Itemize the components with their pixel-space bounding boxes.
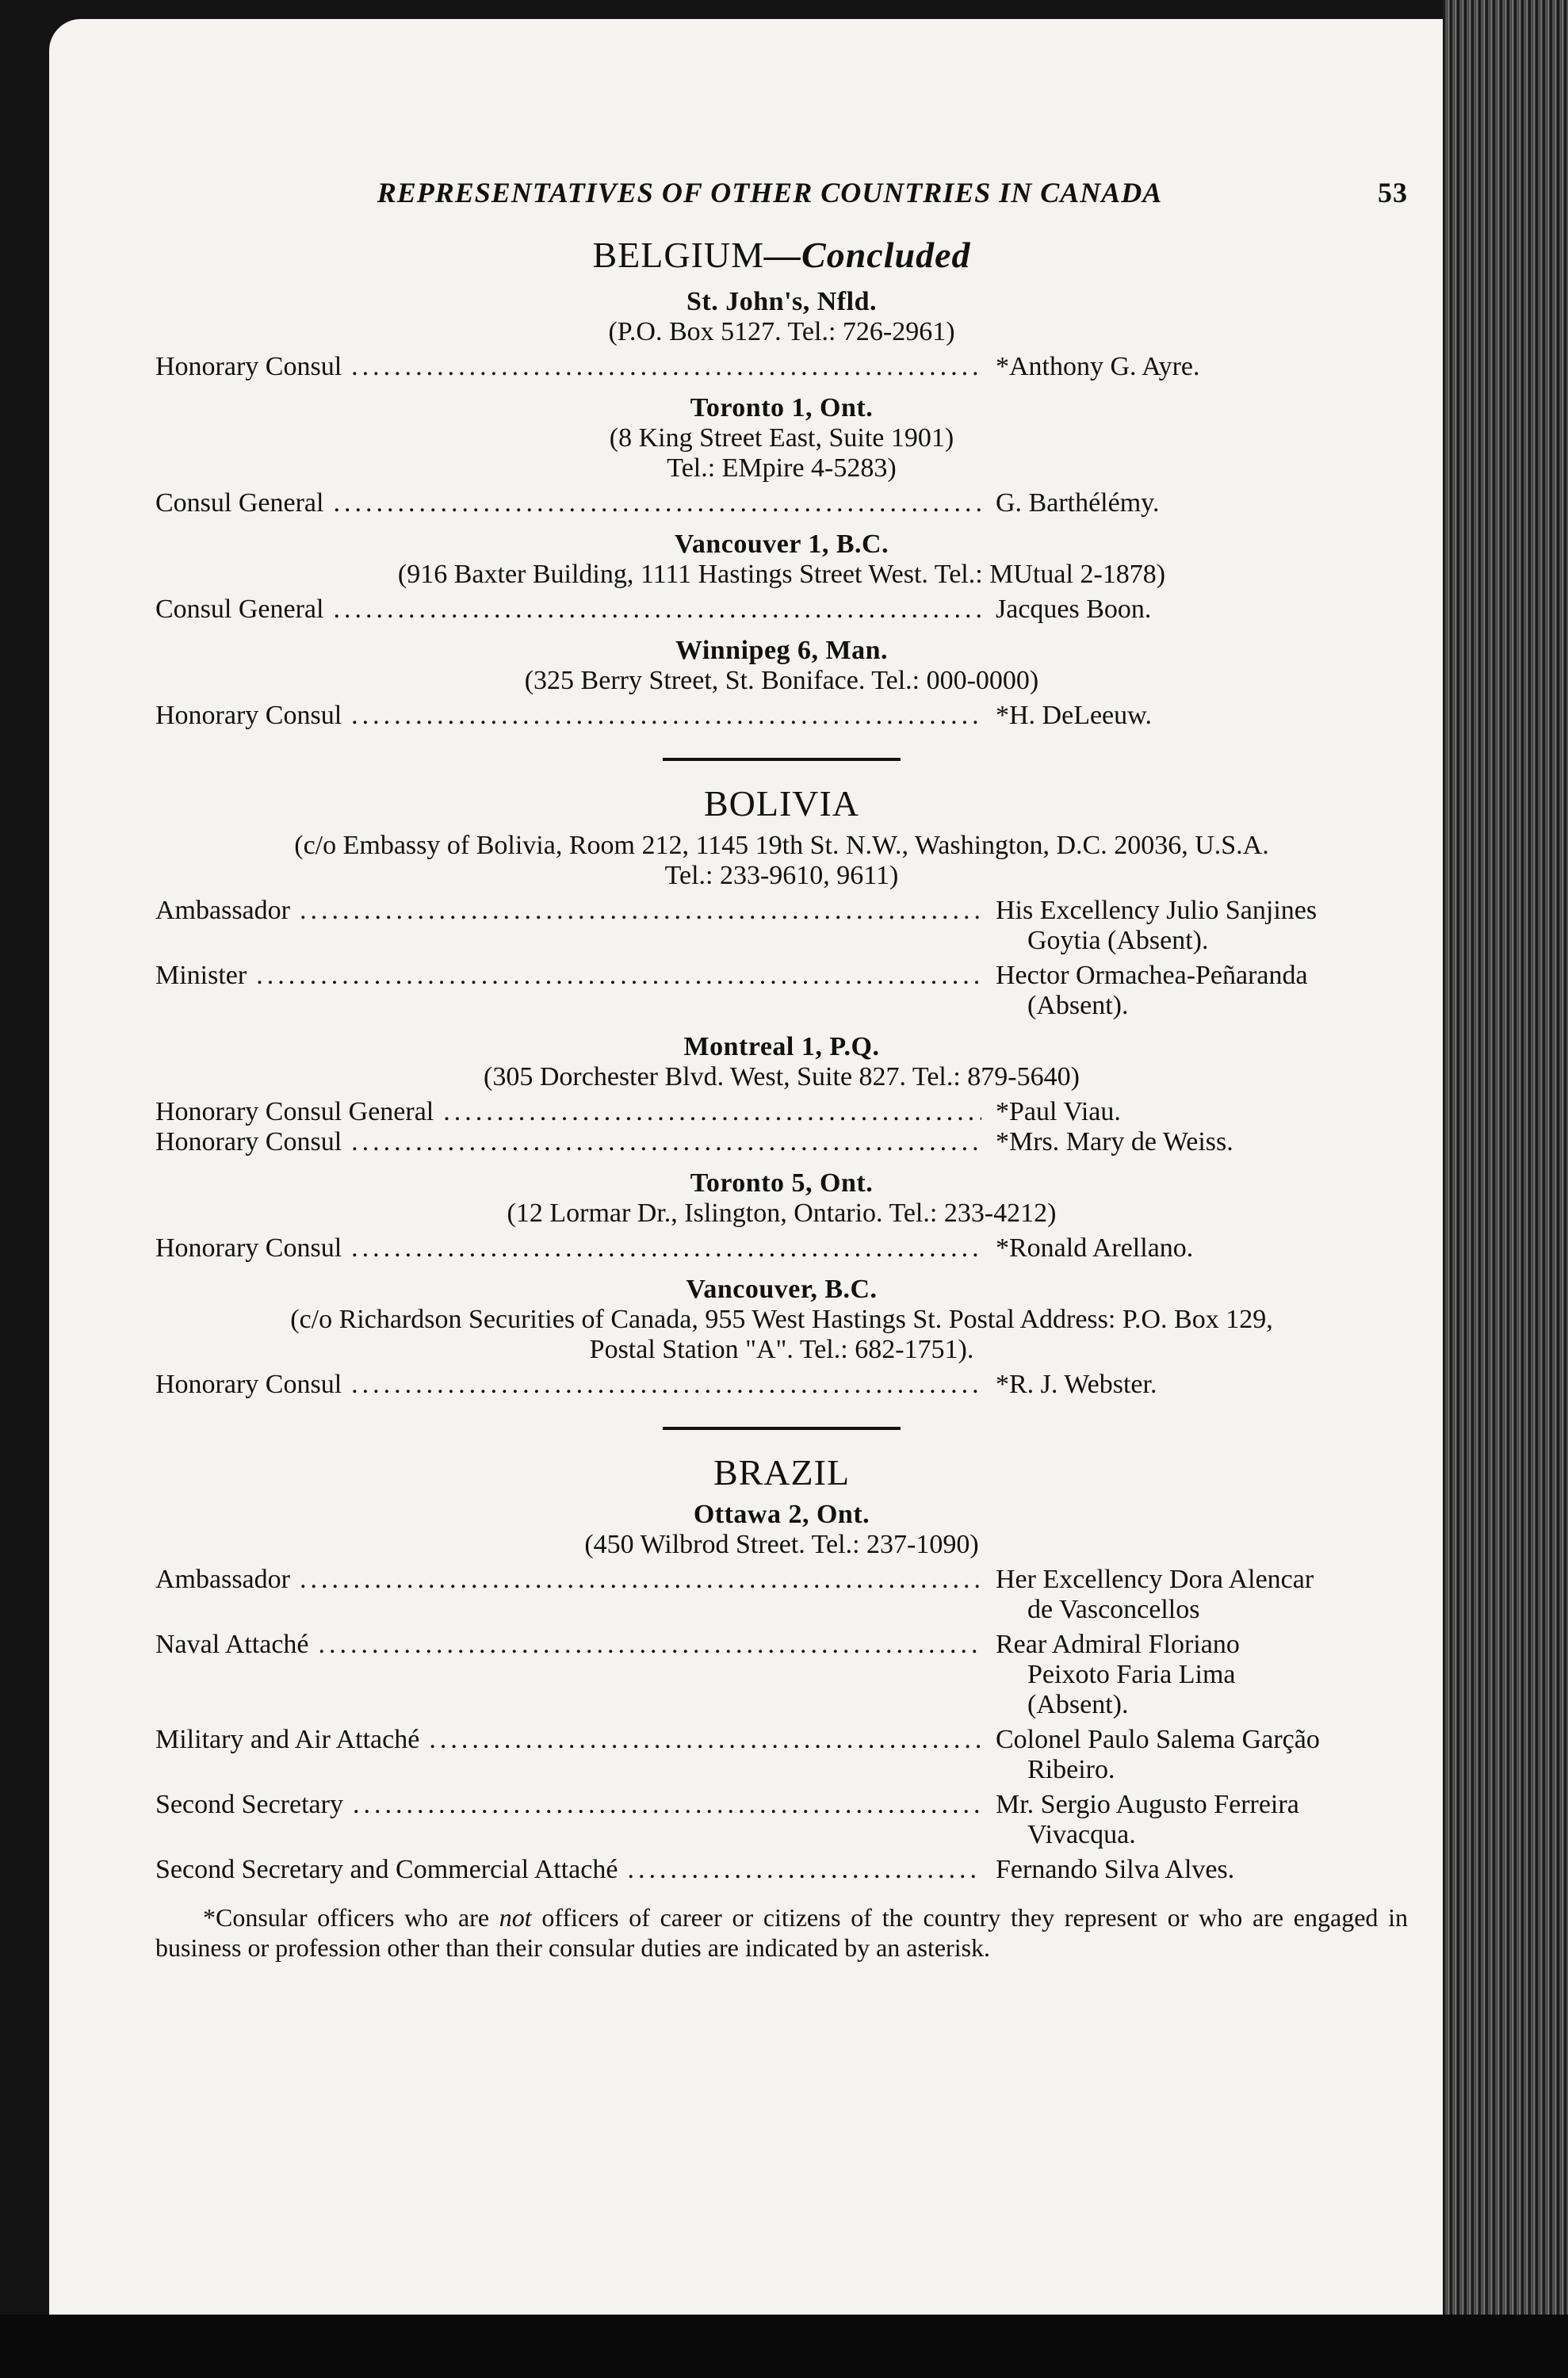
entry-role	[155, 1127, 981, 1157]
footnote-text: *Consular officers who are	[203, 1903, 499, 1932]
name-line: (Absent).	[1027, 1690, 1129, 1719]
entry-name: *Ronald Arellano.	[996, 1233, 1194, 1263]
name-line: Ribeiro.	[1027, 1755, 1115, 1784]
directory-entry	[155, 701, 1408, 731]
book-spine-edge	[1443, 0, 1568, 2315]
role-label: Ambassador	[155, 896, 290, 925]
entry-role	[155, 896, 981, 956]
directory-entry	[155, 1725, 1408, 1785]
entry-role	[155, 1790, 981, 1850]
role-label: Honorary Consul	[155, 1233, 342, 1263]
leader-dots	[256, 961, 981, 1021]
city-heading: Toronto 1, Ont.	[690, 393, 874, 422]
section-divider	[663, 758, 901, 761]
name-line: de Vasconcellos	[1027, 1595, 1200, 1624]
entry-name	[981, 961, 1408, 1021]
address-line: (8 King Street East, Suite 1901)	[609, 423, 954, 453]
entry-name	[981, 1630, 1408, 1720]
name-line: Hector Ormachea-Peñaranda	[996, 961, 1308, 990]
page-number: 53	[1378, 177, 1408, 208]
entry-name: *Paul Viau.	[996, 1097, 1121, 1126]
name-line: (Absent).	[1027, 991, 1129, 1020]
leader-dots	[429, 1725, 981, 1785]
role-label: Minister	[155, 961, 247, 990]
role-label: Honorary Consul General	[155, 1097, 434, 1126]
name-line: Goytia (Absent).	[1027, 926, 1209, 955]
directory-entry	[155, 1630, 1408, 1720]
role-label: Honorary Consul	[155, 1370, 342, 1399]
footnote-emphasis: not	[499, 1903, 532, 1932]
role-label: Military and Air Attaché	[155, 1725, 420, 1754]
directory-entry	[155, 352, 1408, 382]
entry-name: *R. J. Webster.	[996, 1370, 1157, 1399]
role-label: Honorary Consul	[155, 701, 342, 730]
address-line: (325 Berry Street, St. Boniface. Tel.: 000-0000)	[524, 666, 1039, 695]
name-line: Rear Admiral Floriano	[996, 1630, 1240, 1659]
name-line: Peixoto Faria Lima	[1027, 1660, 1236, 1689]
address-line: (305 Dorchester Blvd. West, Suite 827. Tel.: 879-5640)	[484, 1062, 1080, 1092]
entry-name: *Mrs. Mary de Weiss.	[996, 1127, 1233, 1157]
leader-dots	[627, 1855, 981, 1885]
entry-name: *H. DeLeeuw.	[996, 701, 1152, 730]
role-label: Naval Attaché	[155, 1630, 309, 1659]
entry-name: G. Barthélémy.	[996, 488, 1160, 518]
city-heading: Toronto 5, Ont.	[690, 1168, 874, 1198]
role-label: Second Secretary and Commercial Attaché	[155, 1855, 618, 1884]
leader-dots	[443, 1097, 981, 1127]
address-line: (450 Wilbrod Street. Tel.: 237-1090)	[584, 1530, 979, 1559]
city-heading: Ottawa 2, Ont.	[693, 1500, 870, 1529]
leader-dots	[351, 1233, 981, 1264]
entry-name	[981, 1565, 1408, 1625]
address-line: Postal Station "A". Tel.: 682-1751).	[589, 1335, 974, 1364]
leader-dots	[353, 1790, 981, 1850]
role-label: Second Secretary	[155, 1790, 343, 1819]
entry-name: Fernando Silva Alves.	[996, 1855, 1235, 1884]
country-name: BELGIUM	[592, 235, 765, 275]
leader-dots	[333, 594, 981, 625]
entry-name: *Anthony G. Ayre.	[996, 352, 1200, 381]
name-line: Mr. Sergio Augusto Ferreira	[996, 1790, 1299, 1819]
leader-dots	[319, 1630, 981, 1720]
city-heading: Vancouver, B.C.	[686, 1275, 878, 1304]
entry-role	[155, 1565, 981, 1625]
leader-dots	[300, 896, 981, 956]
directory-entry	[155, 1790, 1408, 1850]
address-line: (c/o Embassy of Bolivia, Room 212, 1145 19th St. N.W., Washington, D.C. 20036, U.S.A.	[294, 831, 1269, 860]
role-label: Ambassador	[155, 1565, 290, 1594]
address-line: (12 Lormar Dr., Islington, Ontario. Tel.: 233-4212)	[507, 1199, 1057, 1228]
address-line: (916 Baxter Building, 1111 Hastings Street West. Tel.: MUtual 2-1878)	[397, 560, 1166, 589]
entry-role	[155, 1855, 981, 1885]
role-label: Honorary Consul	[155, 352, 342, 381]
role-label: Consul General	[155, 488, 324, 518]
name-line: Colonel Paulo Salema Garção	[996, 1725, 1320, 1754]
name-line: His Excellency Julio Sanjines	[996, 896, 1318, 925]
leader-dots	[351, 1370, 981, 1400]
address-line: (P.O. Box 5127. Tel.: 726-2961)	[608, 317, 955, 346]
directory-entry	[155, 488, 1408, 518]
directory-entry	[155, 1370, 1408, 1400]
entry-name	[981, 896, 1408, 956]
entry-role	[155, 1233, 981, 1264]
country-heading-suffix: —Concluded	[764, 235, 971, 275]
entry-role	[155, 1097, 981, 1127]
country-heading-brazil: BRAZIL	[713, 1452, 851, 1493]
page-content	[155, 178, 1408, 1963]
entry-role	[155, 1630, 981, 1720]
running-head	[155, 178, 1408, 208]
leader-dots	[351, 1127, 981, 1157]
entry-name	[981, 1725, 1408, 1785]
leader-dots	[300, 1565, 981, 1625]
footnote	[155, 1902, 1408, 1963]
directory-entry	[155, 896, 1408, 956]
document-page	[49, 19, 1444, 2318]
entry-role	[155, 1725, 981, 1785]
country-heading-belgium	[155, 235, 1408, 276]
address-line: Tel.: EMpire 4-5283)	[667, 453, 897, 483]
scan-bottom-border	[0, 2315, 1568, 2378]
city-heading: Vancouver 1, B.C.	[674, 530, 889, 559]
entry-role	[155, 701, 981, 731]
role-label: Consul General	[155, 594, 324, 624]
city-heading: Winnipeg 6, Man.	[675, 636, 889, 665]
directory-entry	[155, 961, 1408, 1021]
name-line: Vivacqua.	[1027, 1820, 1136, 1849]
entry-name	[981, 1790, 1408, 1850]
role-label: Honorary Consul	[155, 1127, 342, 1157]
entry-role	[155, 488, 981, 518]
address-line: Tel.: 233-9610, 9611)	[664, 861, 899, 890]
section-divider	[663, 1427, 901, 1430]
entry-role	[155, 1370, 981, 1400]
directory-entry	[155, 1233, 1408, 1264]
entry-role	[155, 594, 981, 625]
directory-entry	[155, 1565, 1408, 1625]
country-heading-bolivia: BOLIVIA	[703, 783, 860, 824]
city-heading: St. John's, Nfld.	[686, 287, 877, 316]
leader-dots	[351, 352, 981, 382]
running-head-title: REPRESENTATIVES OF OTHER COUNTRIES IN CANADA	[377, 177, 1163, 208]
directory-entry	[155, 594, 1408, 625]
footnote-text: officers of career or citizens of the country they represent or who are engaged in business or profession other than their consular duties are indicated by an asterisk.	[155, 1903, 1409, 1962]
city-heading: Montreal 1, P.Q.	[683, 1032, 880, 1061]
directory-entry	[155, 1855, 1408, 1885]
name-line: Her Excellency Dora Alencar	[996, 1565, 1314, 1594]
directory-entry	[155, 1097, 1408, 1127]
leader-dots	[351, 701, 981, 731]
address-line: (c/o Richardson Securities of Canada, 955 West Hastings St. Postal Address: P.O. Box 129,	[290, 1305, 1273, 1334]
entry-name: Jacques Boon.	[996, 594, 1152, 624]
directory-entry	[155, 1127, 1408, 1157]
entry-role	[155, 352, 981, 382]
leader-dots	[333, 488, 981, 518]
entry-role	[155, 961, 981, 1021]
